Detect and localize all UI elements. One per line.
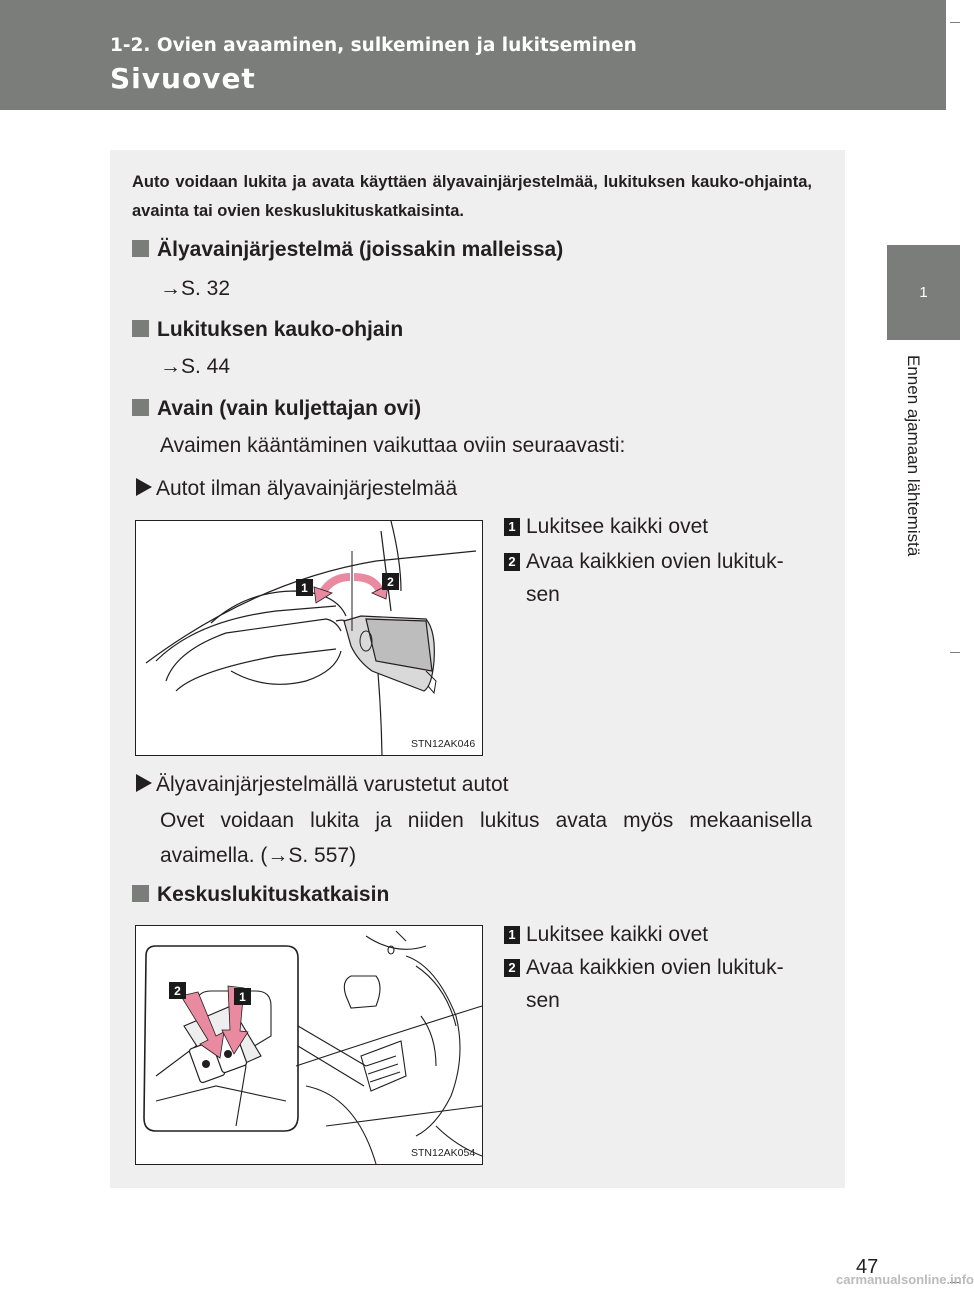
- watermark-url[interactable]: carmanualsonline.info: [836, 1272, 974, 1287]
- fig2-item-1: 1 Lukitsee kaikki ovet: [504, 923, 708, 947]
- figure-code: STN12AK054: [411, 1147, 476, 1159]
- triangle-bullet-icon: [136, 478, 152, 496]
- heading-smart-key: Älyavainjärjestelmä (joissakin malleissa): [132, 238, 563, 262]
- number-badge: 2: [504, 959, 520, 977]
- heading-remote: Lukituksen kauko-ohjain: [132, 318, 403, 342]
- square-bullet-icon: [132, 320, 149, 337]
- intro-text: Auto voidaan lukita ja avata käyttäen älyavainjärjestelmää, lukituksen kauko-ohjainta, avainta tai ovien keskuslukituskatkaisinta.: [132, 173, 812, 220]
- svg-text:2: 2: [387, 575, 394, 589]
- svg-text:2: 2: [174, 984, 181, 998]
- fig1-item-1: 1 Lukitsee kaikki ovet: [504, 515, 708, 539]
- ref-remote[interactable]: →S. 44: [160, 355, 231, 378]
- number-badge: 1: [504, 926, 520, 944]
- page-number: 47: [856, 1256, 879, 1278]
- ref-smart-key[interactable]: →S. 32: [160, 277, 231, 300]
- triangle-bullet-icon: [136, 774, 152, 792]
- fig2-item-2-cont: sen: [526, 989, 560, 1012]
- fig1-item-2-cont: sen: [526, 583, 560, 606]
- figure-door-key: [135, 520, 483, 756]
- key-description: Avaimen kääntäminen vaikuttaa oviin seuraavasti:: [160, 434, 626, 457]
- smart-key-description: Ovet voidaan lukita ja niiden lukitus avata myös mekaanisella avaimella. (→S. 557): [160, 809, 812, 867]
- crop-mark: [950, 22, 960, 23]
- figure-code: STN12AK046: [411, 738, 476, 750]
- subheading-smart-key: Älyavainjärjestelmällä varustetut autot: [136, 773, 509, 797]
- page-header: [0, 0, 946, 110]
- figure-lock-switch: [135, 925, 483, 1165]
- fig2-item-2: 2 Avaa kaikkien ovien lukituk-: [504, 956, 784, 980]
- square-bullet-icon: [132, 885, 149, 902]
- subheading-no-smart-key: Autot ilman älyavainjärjestelmää: [136, 477, 457, 501]
- number-badge: 2: [504, 553, 520, 571]
- heading-central: Keskuslukituskatkaisin: [132, 883, 389, 907]
- page-title: Sivuovet: [110, 62, 256, 95]
- lock-switch-illustration: [136, 926, 482, 1164]
- heading-key: Avain (vain kuljettajan ovi): [132, 397, 421, 421]
- fig1-item-2: 2 Avaa kaikkien ovien lukituk-: [504, 550, 784, 574]
- door-handle-illustration: [136, 521, 482, 755]
- chapter-tab[interactable]: 1: [887, 245, 960, 340]
- square-bullet-icon: [132, 240, 149, 257]
- svg-text:1: 1: [239, 990, 246, 1004]
- section-heading: 1-2. Ovien avaaminen, sulkeminen ja lukitseminen: [110, 35, 637, 56]
- svg-text:1: 1: [301, 581, 308, 595]
- square-bullet-icon: [132, 399, 149, 416]
- number-badge: 1: [504, 518, 520, 536]
- crop-mark: [950, 652, 960, 653]
- chapter-title: Ennen ajamaan lähtemistä: [904, 355, 923, 557]
